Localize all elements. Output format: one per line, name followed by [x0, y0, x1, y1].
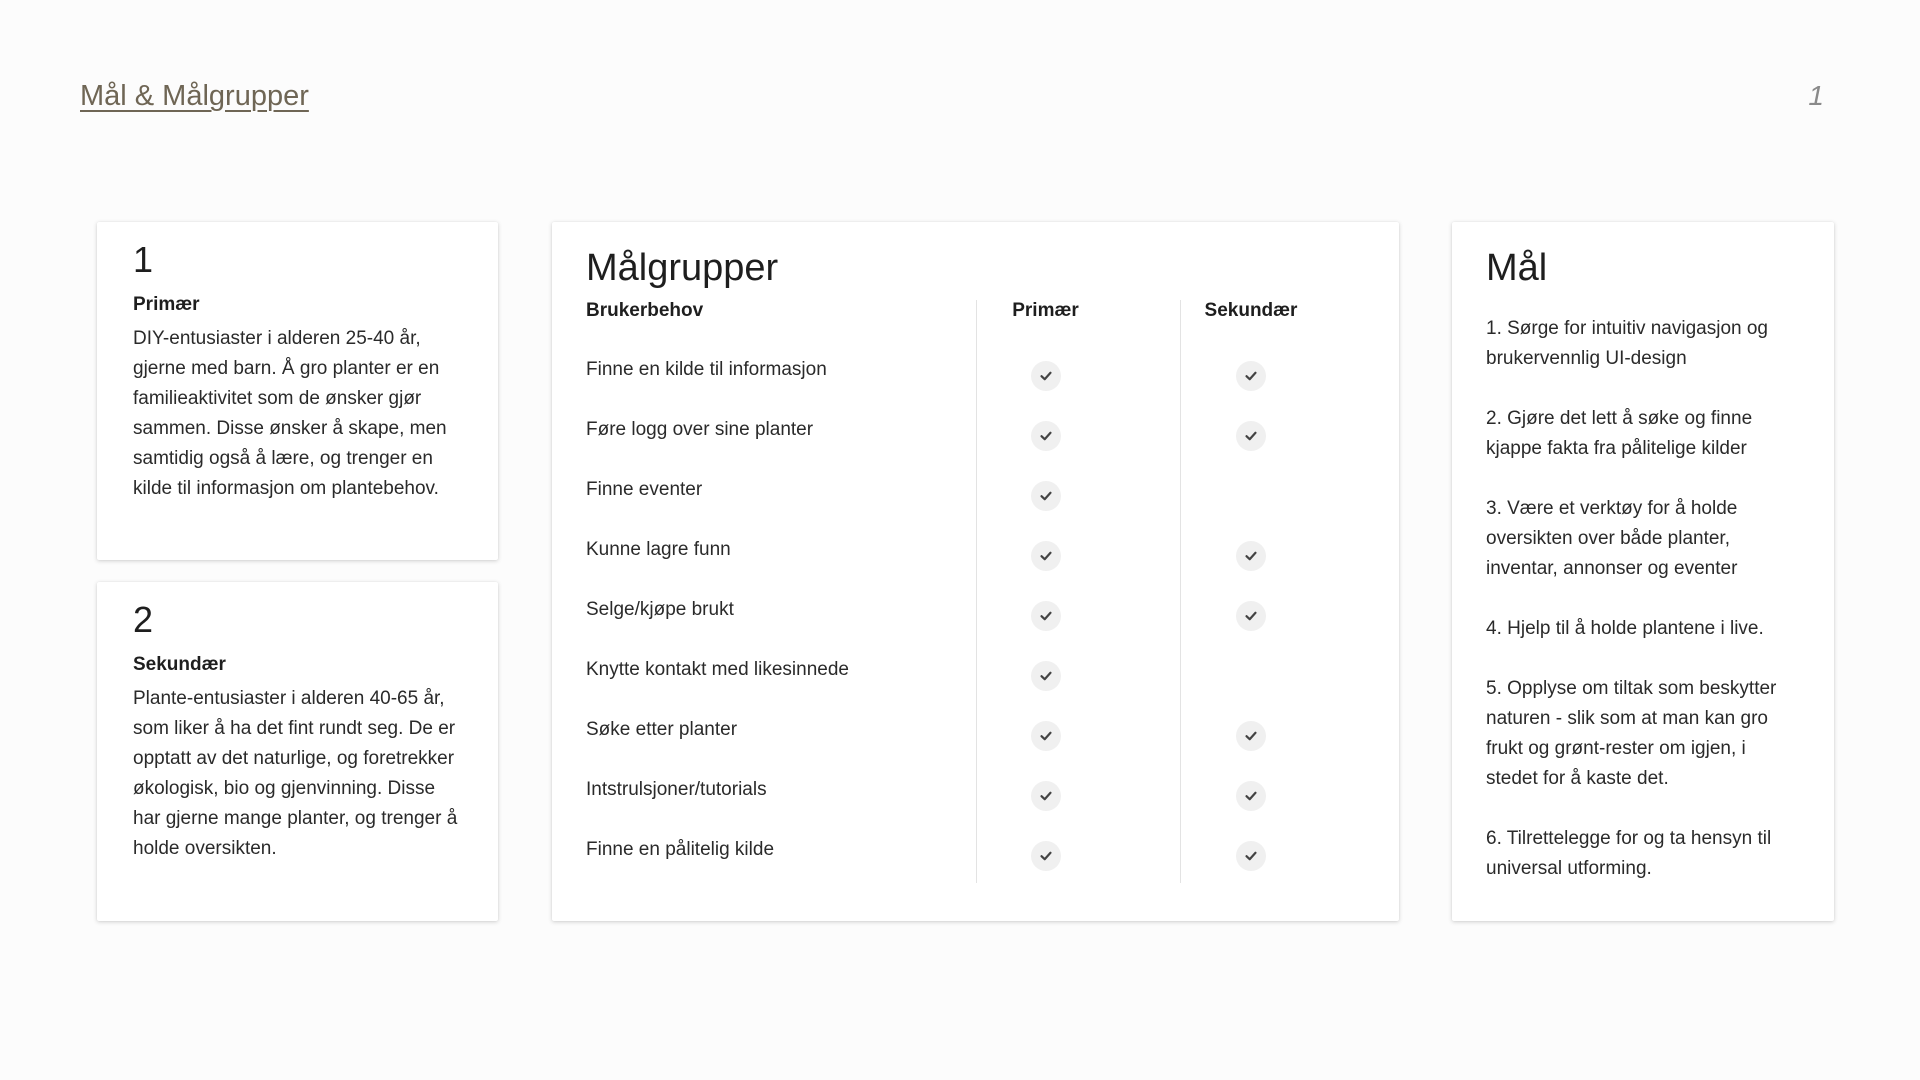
checkmark-icon [1031, 601, 1061, 631]
need-label: Kunne lagre funn [586, 539, 731, 560]
checkmark-icon [1236, 541, 1266, 571]
checkmark-icon [1031, 481, 1061, 511]
checkmark-icon [1031, 361, 1061, 391]
audience-description: DIY-entusiaster i alderen 25-40 år, gjerne med barn. Å gro planter er en familieaktivitet som de ønsker gjør sammen. Disse ønsker å skape, men samtidig også å lære, og trenger en kilde til informasjon om plantebehov. [133, 328, 447, 499]
page-number: 1 [1808, 80, 1824, 111]
goal-item: 4. Hjelp til å holde plantene i live. [1486, 618, 1764, 639]
need-label: Føre logg over sine planter [586, 419, 814, 440]
need-label: Finne en pålitelig kilde [586, 839, 775, 860]
target-groups-card [552, 222, 1399, 921]
column-header-primary: Primær [1012, 300, 1079, 321]
goals-card [1452, 222, 1834, 921]
goal-item: 6. Tilrettelegge for og ta hensyn til universal utforming. [1486, 828, 1772, 879]
needs-table [586, 300, 1365, 880]
column-header-secondary: Sekundær [1204, 300, 1298, 321]
primary-cell [943, 829, 1148, 871]
checkmark-icon [1031, 841, 1061, 871]
goal-item: 3. Være et verktøy for å holde oversikten over både planter, inventar, annonser og eventer [1486, 498, 1738, 579]
primary-cell [943, 349, 1148, 391]
secondary-cell [1148, 589, 1354, 631]
need-label: Finne eventer [586, 479, 703, 500]
audience-card-primary [97, 222, 498, 560]
audience-card-secondary [97, 582, 498, 921]
column-divider [1180, 300, 1181, 883]
audience-number: 1 [133, 239, 154, 280]
audience-description: Plante-entusiaster i alderen 40-65 år, som liker å ha det fint rundt seg. De er opptatt av det naturlige, og foretrekker økologisk, bio og gjenvinning. Disse har gjerne mange planter, og trenger å holde oversikten. [133, 688, 458, 859]
column-divider [976, 300, 977, 883]
checkmark-icon [1031, 781, 1061, 811]
goals-title: Mål [1486, 247, 1548, 289]
column-header-need: Brukerbehov [586, 300, 704, 321]
page-title-link[interactable]: Mål & Målgrupper [80, 80, 309, 112]
audience-number: 2 [133, 599, 154, 640]
audience-label: Sekundær [133, 654, 226, 675]
need-label: Intstrulsjoner/tutorials [586, 779, 767, 800]
checkmark-icon [1236, 781, 1266, 811]
primary-cell [943, 409, 1148, 451]
checkmark-icon [1236, 601, 1266, 631]
primary-cell [943, 469, 1148, 511]
audience-label: Primær [133, 294, 200, 315]
goal-item: 1. Sørge for intuitiv navigasjon og brukervennlig UI-design [1486, 318, 1768, 369]
checkmark-icon [1031, 721, 1061, 751]
need-label: Selge/kjøpe brukt [586, 599, 734, 620]
checkmark-icon [1236, 721, 1266, 751]
goals-list [1486, 314, 1800, 884]
checkmark-icon [1031, 541, 1061, 571]
primary-cell [943, 769, 1148, 811]
secondary-cell [1148, 829, 1354, 871]
secondary-cell [1148, 529, 1354, 571]
primary-cell [943, 709, 1148, 751]
checkmark-icon [1236, 841, 1266, 871]
target-groups-title: Målgrupper [586, 247, 779, 289]
primary-cell [943, 529, 1148, 571]
secondary-cell [1148, 409, 1354, 451]
need-label: Søke etter planter [586, 719, 738, 740]
goal-item: 2. Gjøre det lett å søke og finne kjappe fakta fra pålitelige kilder [1486, 408, 1753, 459]
secondary-cell [1148, 709, 1354, 751]
secondary-cell [1148, 769, 1354, 811]
need-label: Knytte kontakt med likesinnede [586, 659, 849, 680]
primary-cell [943, 649, 1148, 691]
primary-cell [943, 589, 1148, 631]
checkmark-icon [1031, 421, 1061, 451]
goal-item: 5. Opplyse om tiltak som beskytter naturen - slik som at man kan gro frukt og grønt-rester om igjen, i stedet for å kaste det. [1486, 678, 1777, 789]
checkmark-icon [1236, 361, 1266, 391]
secondary-cell [1148, 349, 1354, 391]
need-label: Finne en kilde til informasjon [586, 359, 827, 380]
checkmark-icon [1031, 661, 1061, 691]
checkmark-icon [1236, 421, 1266, 451]
